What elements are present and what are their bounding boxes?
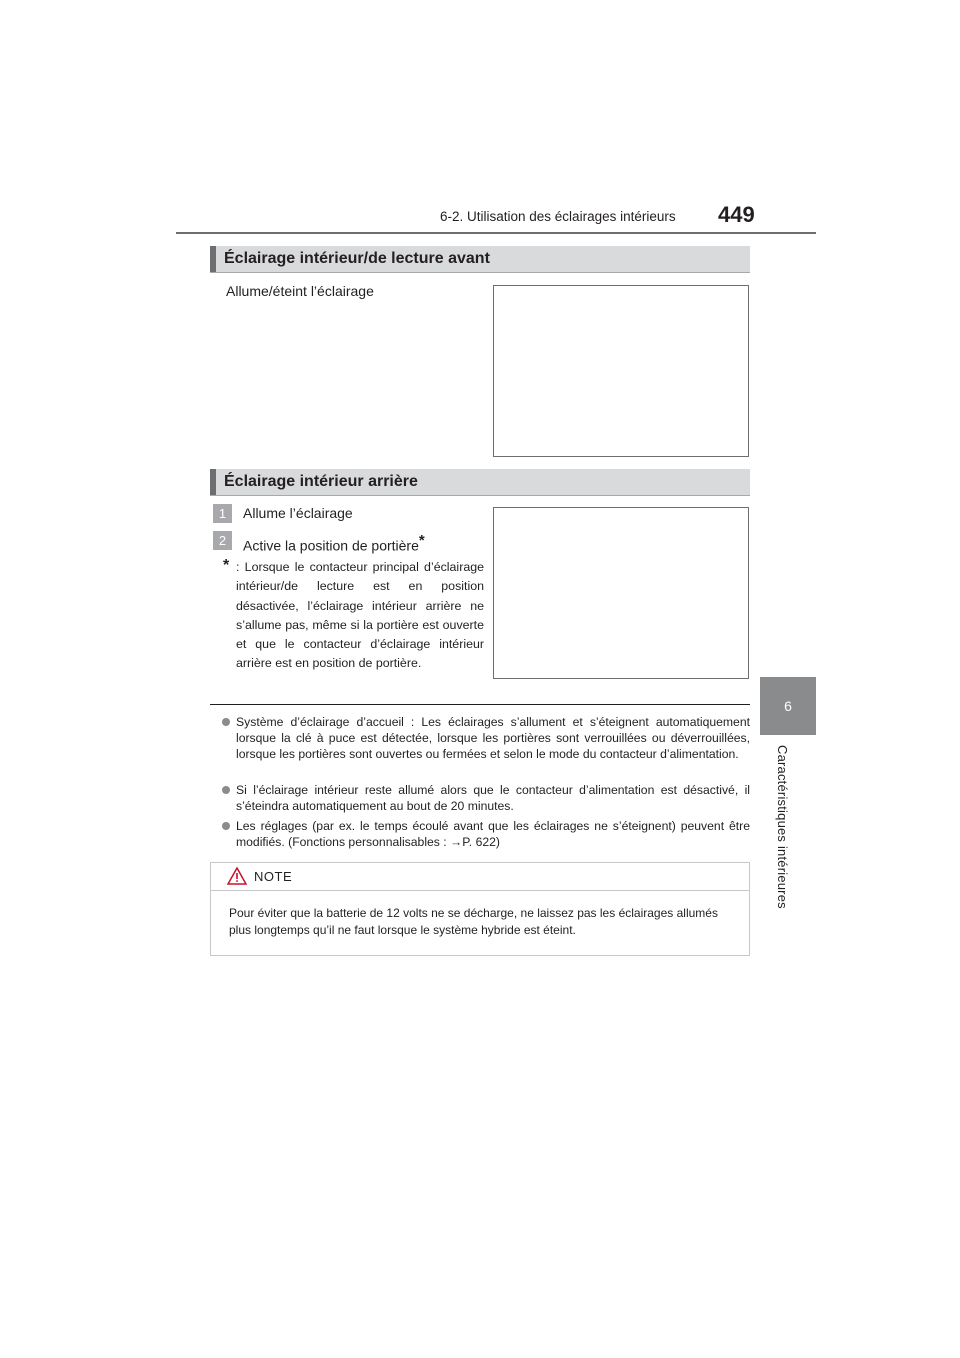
bullet-dot-icon: [222, 822, 230, 830]
callout-number-1: 1: [213, 504, 232, 523]
footnote-asterisk: *: [223, 557, 230, 574]
front-light-section-heading: [210, 246, 750, 273]
chapter-tab: [760, 677, 816, 735]
bullet-dot-icon: [222, 718, 230, 726]
front-light-figure: [493, 285, 749, 457]
rear-light-section-heading: [210, 469, 750, 496]
info-bullet: [224, 714, 750, 762]
note-text: Pour éviter que la batterie de 12 volts ne se décharge, ne laissez pas les éclairages allumés plus longtemps qu’il ne faut lorsque le système hybride est éteint.: [229, 906, 718, 937]
front-light-description: Allume/éteint l’éclairage: [226, 283, 374, 299]
header-rule: [176, 232, 816, 234]
note-label: NOTE: [254, 869, 293, 884]
info-bullet-text: Si l’éclairage intérieur reste allumé alors que le contacteur d’alimentation est désactivé, il s’éteindra automatiquement au bout de 20 minutes.: [236, 783, 750, 813]
callout-number-2: 2: [213, 531, 232, 550]
info-bullet-text: Système d’éclairage d’accueil : Les éclairages s’allument et s’éteignent automatiquement lorsque la clé à puce est détectée, lorsque les portières sont verrouillées ou déverrouillées, lorsque les portières sont ouvertes ou fermées et selon le mode du contacteur d’alimentation.: [236, 715, 750, 761]
rear-light-heading-text: Éclairage intérieur arrière: [224, 473, 418, 490]
rear-item-2-label: [243, 532, 425, 554]
rear-light-figure: [493, 507, 749, 679]
rear-item-1-label: Allume l’éclairage: [243, 505, 353, 521]
page-number: 449: [718, 202, 755, 227]
footnote-paragraph: [223, 557, 484, 674]
chapter-number: 6: [784, 698, 792, 714]
info-bullet: [224, 782, 750, 814]
info-bullet-text: Les réglages (par ex. le temps écoulé avant que les éclairages ne s’éteignent) peuvent être modifiés. (Fonctions personnalisables : →P. 622): [236, 819, 750, 849]
bullet-dot-icon: [222, 786, 230, 794]
front-light-heading-text: Éclairage intérieur/de lecture avant: [224, 250, 490, 267]
info-bullet: [224, 818, 750, 850]
footnote-text: : Lorsque le contacteur principal d’éclairage intérieur/de lecture est en position désactivée, l’éclairage intérieur arrière ne s’allume pas, même si la portière est ouverte et que le contacteur d’éclairage intérieur arrière est en position de portière.: [236, 560, 484, 671]
running-header: 6-2. Utilisation des éclairages intérieurs: [440, 209, 676, 224]
chapter-side-label: Caractéristiques intérieures: [775, 745, 790, 909]
rear-item-2-text: Active la position de portière: [243, 537, 419, 554]
asterisk-marker: *: [418, 532, 425, 549]
warning-triangle-icon: [227, 867, 247, 885]
note-header: [211, 863, 749, 891]
section-divider: [210, 704, 750, 705]
note-box: [210, 862, 750, 956]
